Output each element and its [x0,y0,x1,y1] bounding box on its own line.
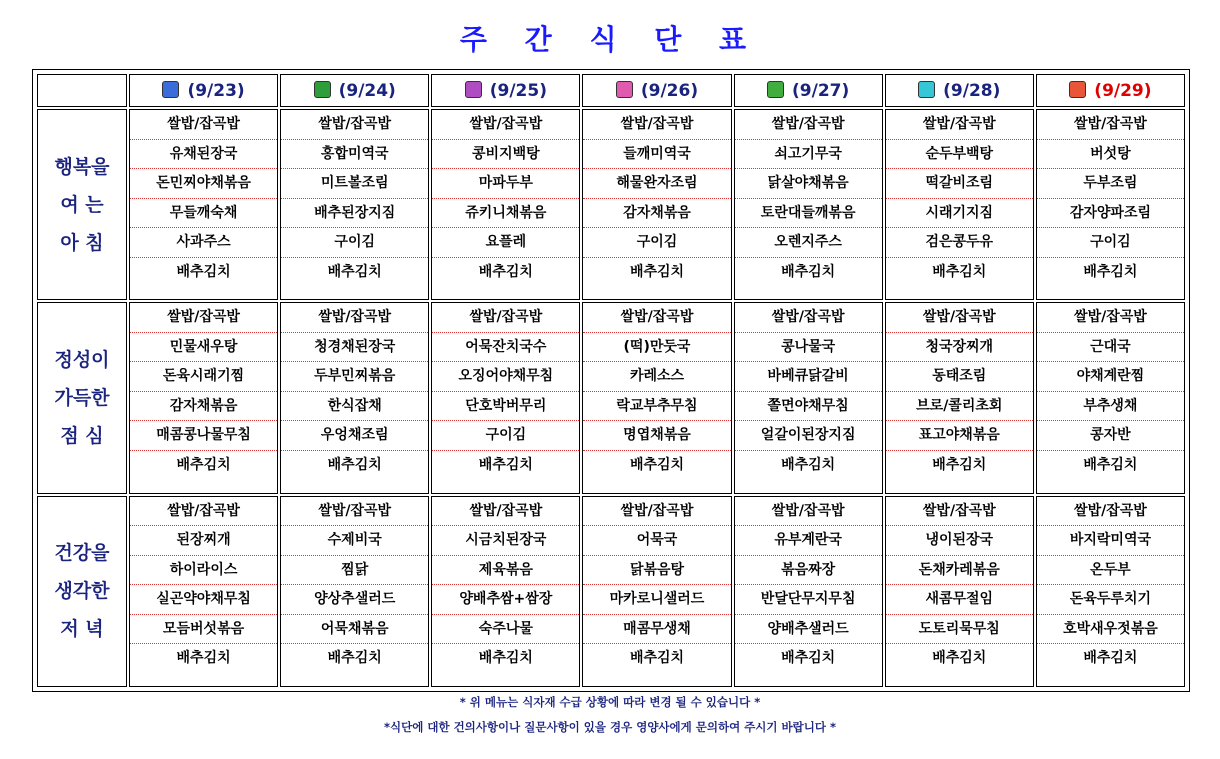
menu-item: 닭살야채볶음 [735,169,882,199]
menu-item: 제육볶음 [432,556,579,586]
menu-item: 냉이된장국 [886,526,1033,556]
menu-cell [280,302,429,493]
menu-item: 야채계란찜 [1037,362,1184,392]
menu-item: 요플레 [432,228,579,258]
weekly-menu-table [35,72,1187,689]
menu-item: 쌀밥/잡곡밥 [886,497,1033,527]
meal-label-line: 저 녁 [60,618,104,641]
meal-row-0 [37,109,1185,300]
menu-item: 오징어야채무침 [432,362,579,392]
meal-label-line: 여 는 [60,193,104,216]
menu-item: 들깨미역국 [583,140,730,170]
menu-item: 청국장찌개 [886,333,1033,363]
menu-item: 배추김치 [781,456,836,473]
menu-item: 명엽채볶음 [583,421,730,451]
meal-row-2 [37,496,1185,687]
day-badge-icon [767,81,784,98]
day-date: (9/27) [792,80,850,101]
menu-item: 어묵잔치국수 [432,333,579,363]
menu-item: 감자채볶음 [583,199,730,229]
menu-item: 무들깨숙채 [130,199,277,229]
day-badge-icon [616,81,633,98]
menu-item: 배추김치 [327,456,382,473]
menu-item: 오렌지주스 [735,228,882,258]
day-date: (9/25) [489,80,547,101]
menu-item: 배추김치 [932,456,987,473]
menu-item: 실곤약야채무침 [130,585,277,615]
menu-item: 온두부 [1037,556,1184,586]
menu-item: 쌀밥/잡곡밥 [432,110,579,140]
menu-item: (떡)만둣국 [583,333,730,363]
menu-item: 해물완자조림 [583,169,730,199]
menu-item: 쌀밥/잡곡밥 [886,303,1033,333]
menu-item: 콩자반 [1037,421,1184,451]
menu-item: 구이김 [281,228,428,258]
menu-item: 브로/콜리초회 [886,392,1033,422]
day-badge-icon [918,81,935,98]
menu-item: 어묵채볶음 [281,615,428,645]
menu-cell [129,496,278,687]
menu-item: 부추생채 [1037,392,1184,422]
menu-item: 한식잡채 [281,392,428,422]
day-header-1 [280,74,429,107]
menu-item: 쌀밥/잡곡밥 [735,303,882,333]
menu-item: 시래기지짐 [886,199,1033,229]
menu-item: 유부계란국 [735,526,882,556]
menu-cell [885,496,1034,687]
day-header-row [37,74,1185,107]
menu-item: 배추김치 [781,263,836,280]
menu-table-frame [32,69,1190,692]
menu-cell [280,496,429,687]
meal-label-line: 행복을 [54,155,110,178]
day-date: (9/24) [338,80,396,101]
menu-item: 두부조림 [1037,169,1184,199]
menu-item: 두부민찌볶음 [281,362,428,392]
menu-item: 근대국 [1037,333,1184,363]
day-date: (9/23) [187,80,245,101]
menu-item: 돈육두루치기 [1037,585,1184,615]
menu-cell [431,109,580,300]
menu-cell [1036,109,1185,300]
menu-cell [582,302,731,493]
menu-item: 배추김치 [1083,456,1138,473]
menu-item: 바베큐닭갈비 [735,362,882,392]
menu-item: 된장찌개 [130,526,277,556]
meal-label [37,302,127,493]
menu-item: 유채된장국 [130,140,277,170]
day-header-4 [734,74,883,107]
menu-item: 도토리묵무침 [886,615,1033,645]
menu-cell [885,109,1034,300]
menu-item: 우엉채조림 [281,421,428,451]
day-header-0 [129,74,278,107]
menu-item: 배추김치 [781,650,836,667]
menu-item: 숙주나물 [432,615,579,645]
menu-item: 쌀밥/잡곡밥 [130,497,277,527]
menu-item: 쌀밥/잡곡밥 [130,110,277,140]
menu-item: 반달단무지무침 [735,585,882,615]
menu-item: 배추김치 [176,456,231,473]
day-date: (9/28) [943,80,1001,101]
menu-item: 동태조림 [886,362,1033,392]
menu-item: 구이김 [583,228,730,258]
menu-item: 쌀밥/잡곡밥 [130,303,277,333]
menu-item: 배추김치 [176,263,231,280]
menu-item: 돈채카레볶음 [886,556,1033,586]
menu-item: 돈민찌야채볶음 [130,169,277,199]
notice-change: * 위 메뉴는 식자재 수급 상황에 따라 변경 될 수 있습니다 * [459,695,761,709]
corner-cell [37,74,127,107]
menu-item: 배추김치 [1083,650,1138,667]
menu-item: 마파두부 [432,169,579,199]
menu-cell [734,496,883,687]
menu-item: 배추김치 [478,650,533,667]
menu-item: 떡갈비조림 [886,169,1033,199]
day-badge-icon [465,81,482,98]
menu-item: 쫄면야채무침 [735,392,882,422]
meal-label-line: 가득한 [54,386,110,409]
menu-item: 순두부백탕 [886,140,1033,170]
menu-item: 감자채볶음 [130,392,277,422]
menu-item: 볶음짜장 [735,556,882,586]
menu-item: 바지락미역국 [1037,526,1184,556]
menu-item: 청경채된장국 [281,333,428,363]
menu-item: 배추된장지짐 [281,199,428,229]
menu-item: 배추김치 [176,650,231,667]
menu-cell [734,302,883,493]
meal-label-line: 점 심 [60,424,104,447]
menu-item: 단호박버무리 [432,392,579,422]
menu-item: 표고야채볶음 [886,421,1033,451]
menu-item: 쌀밥/잡곡밥 [1037,303,1184,333]
menu-cell [280,109,429,300]
menu-item: 배추김치 [629,263,685,280]
menu-item: 구이김 [1037,228,1184,258]
menu-item: 쌀밥/잡곡밥 [281,110,428,140]
menu-item: 닭볶음탕 [583,556,730,586]
menu-item: 배추김치 [1083,263,1138,280]
notice-inquiry: *식단에 대한 건의사항이나 질문사항이 있을 경우 영양사에게 문의하여 주시기 바랍니다 * [384,720,836,734]
day-badge-icon [162,81,179,98]
menu-item: 찜닭 [281,556,428,586]
menu-item: 쌀밥/잡곡밥 [735,497,882,527]
menu-item: 감자양파조림 [1037,199,1184,229]
menu-item: 배추김치 [478,456,533,473]
menu-item: 쌀밥/잡곡밥 [583,303,730,333]
menu-cell [582,496,731,687]
meal-label-line: 생각한 [54,580,110,603]
menu-cell [885,302,1034,493]
menu-item: 배추김치 [932,650,987,667]
meal-label-line: 정성이 [54,348,110,371]
meal-label-line: 건강을 [54,542,110,565]
menu-cell [431,302,580,493]
menu-item: 양상추샐러드 [281,585,428,615]
menu-item: 쌀밥/잡곡밥 [1037,497,1184,527]
menu-item: 홍합미역국 [281,140,428,170]
menu-item: 쇠고기무국 [735,140,882,170]
menu-item: 배추김치 [629,456,685,473]
menu-item: 양배추샐러드 [735,615,882,645]
menu-item: 양배추쌈+쌈장 [432,585,579,615]
menu-item: 락교부추무침 [583,392,730,422]
menu-cell [734,109,883,300]
menu-item: 매콤무생채 [583,615,730,645]
menu-item: 쌀밥/잡곡밥 [886,110,1033,140]
menu-cell [431,496,580,687]
menu-item: 모듬버섯볶음 [130,615,277,645]
menu-item: 배추김치 [478,263,533,280]
menu-item: 쌀밥/잡곡밥 [583,110,730,140]
menu-cell [129,109,278,300]
menu-cell [582,109,731,300]
meal-label [37,109,127,300]
menu-item: 수제비국 [281,526,428,556]
menu-item: 검은콩두유 [886,228,1033,258]
menu-item: 미트볼조림 [281,169,428,199]
menu-item: 호박새우젓볶음 [1037,615,1184,645]
page-title: 주 간 식 단 표 [459,23,761,56]
menu-item: 사과주스 [130,228,277,258]
menu-item: 하이라이스 [130,556,277,586]
menu-item: 쌀밥/잡곡밥 [735,110,882,140]
day-badge-icon [314,81,331,98]
day-header-6 [1036,74,1185,107]
menu-item: 콩비지백탕 [432,140,579,170]
day-badge-icon [1069,81,1086,98]
meal-label [37,496,127,687]
menu-item: 쥬키니채볶음 [432,199,579,229]
menu-cell [129,302,278,493]
menu-item: 어묵국 [583,526,730,556]
day-date: (9/26) [640,80,699,101]
menu-item: 토란대들깨볶음 [735,199,882,229]
menu-cell [1036,496,1185,687]
day-header-2 [431,74,580,107]
day-date: (9/29) [1094,80,1152,101]
menu-item: 매콤콩나물무침 [130,421,277,451]
menu-item: 버섯탕 [1037,140,1184,170]
meal-row-1 [37,302,1185,493]
menu-item: 마카로니샐러드 [583,585,730,615]
menu-item: 쌀밥/잡곡밥 [281,497,428,527]
menu-item: 새콤무절임 [886,585,1033,615]
menu-cell [1036,302,1185,493]
menu-item: 민물새우탕 [130,333,277,363]
menu-item: 쌀밥/잡곡밥 [281,303,428,333]
menu-item: 배추김치 [327,650,382,667]
menu-item: 돈육시래기찜 [130,362,277,392]
menu-item: 구이김 [432,421,579,451]
menu-item: 얼갈이된장지짐 [735,421,882,451]
menu-item: 배추김치 [327,263,382,280]
menu-item: 콩나물국 [735,333,882,363]
menu-item: 배추김치 [932,263,987,280]
meal-label-line: 아 침 [60,231,104,254]
day-header-3 [582,74,731,107]
day-header-5 [885,74,1034,107]
menu-item: 시금치된장국 [432,526,579,556]
menu-item: 쌀밥/잡곡밥 [583,497,730,527]
menu-item: 카레소스 [583,362,730,392]
menu-item: 배추김치 [629,650,685,667]
menu-item: 쌀밥/잡곡밥 [1037,110,1184,140]
menu-item: 쌀밥/잡곡밥 [432,497,579,527]
menu-item: 쌀밥/잡곡밥 [432,303,579,333]
